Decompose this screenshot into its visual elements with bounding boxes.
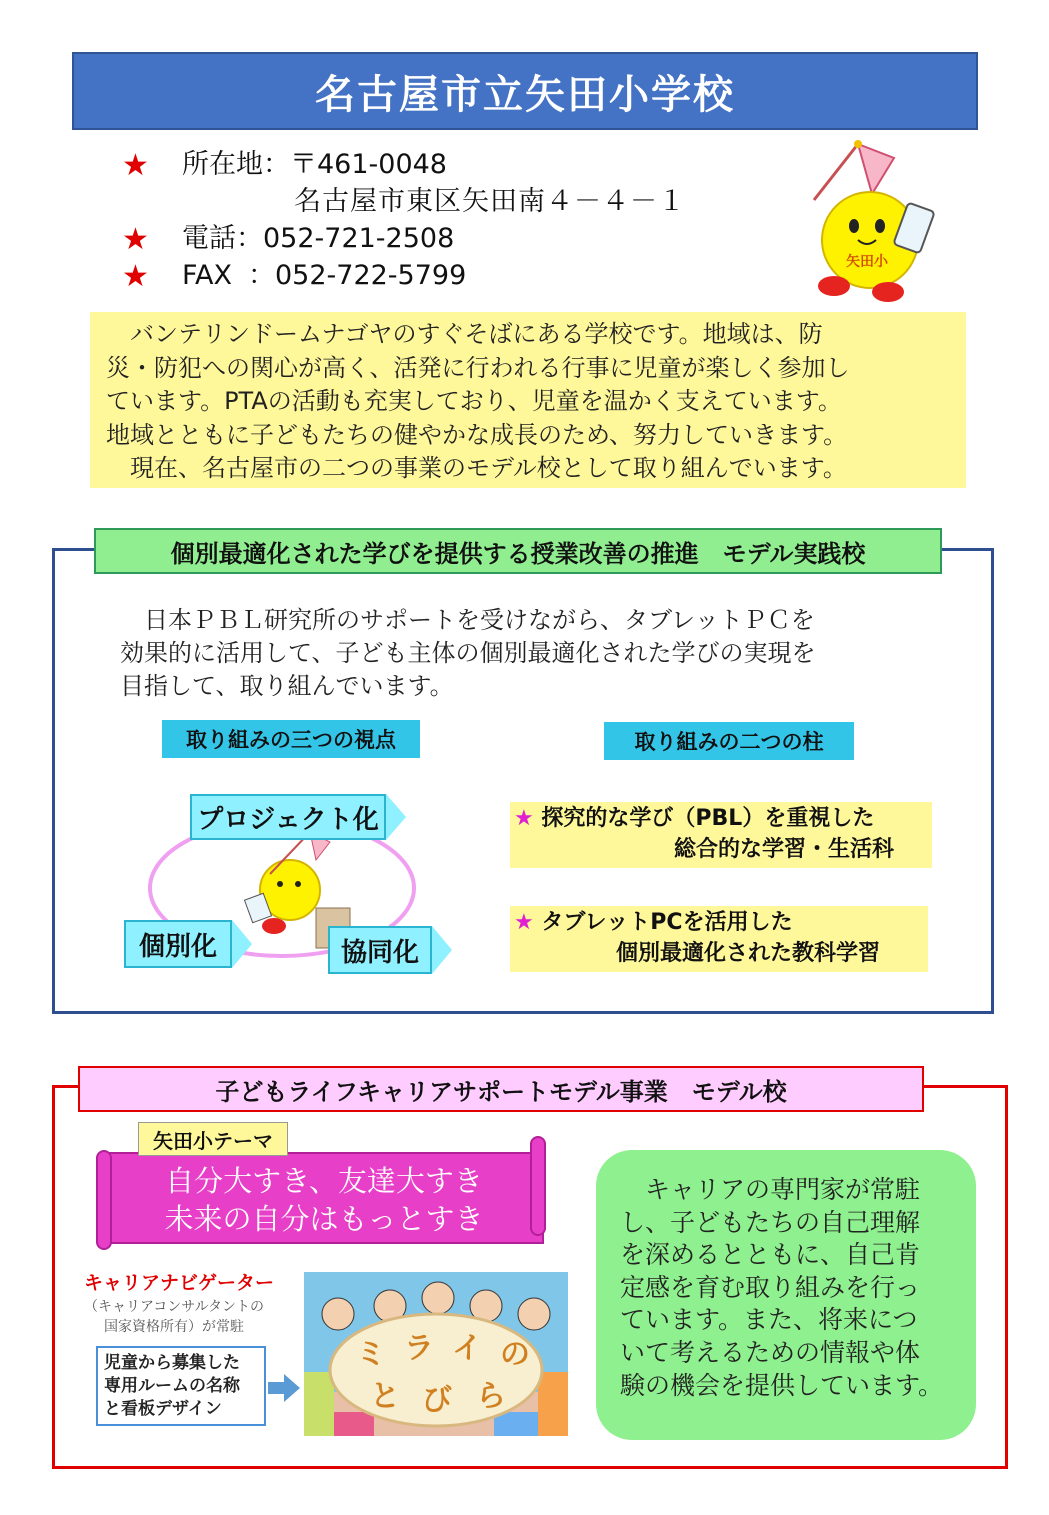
svg-text:ラ: ラ [404, 1331, 434, 1366]
section1-description [120, 604, 940, 703]
section1-title: 個別最適化された学びを提供する授業改善の推進 モデル実践校 [170, 539, 866, 568]
arrow-right-icon [268, 1374, 300, 1402]
viewpoint-individual-tag [124, 920, 232, 968]
room-name-line: と看板デザイン [104, 1399, 222, 1419]
fax-number: ：052-722-5799 [248, 260, 467, 291]
svg-text:ら: ら [476, 1379, 506, 1414]
arrow-right-icon [232, 920, 252, 968]
pillar-box [510, 802, 932, 868]
signboard-photo [304, 1272, 568, 1436]
phone-number: 電話：052-721-2508 [182, 223, 455, 254]
intro-line: 地域とともに子どもたちの健やかな成長のため、努力していきます。 [106, 420, 848, 449]
career-navigator-title: キャリアナビゲーター [84, 1272, 275, 1294]
viewpoints-label-text: 取り組みの三つの視点 [186, 728, 396, 752]
section1-desc-line: 日本ＰＢＬ研究所のサポートを受けながら、タブレットＰＣを [120, 606, 815, 634]
page-title-banner [72, 52, 978, 130]
intro-box [90, 312, 966, 488]
intro-line: ています。PTAの活動も充実しており、児童を温かく支えています。 [106, 387, 842, 416]
viewpoint-project-tag [190, 794, 386, 840]
career-line: 験の機会を提供しています。 [620, 1370, 944, 1400]
theme-tag [138, 1122, 288, 1156]
career-line: いて考えるための情報や体 [620, 1337, 921, 1367]
star-icon: ★ [122, 222, 149, 257]
pillar-box [510, 906, 928, 972]
star-icon: ★ [122, 259, 149, 294]
scroll-roll-right [530, 1136, 546, 1236]
pillars-label-text: 取り組みの二つの柱 [634, 730, 824, 754]
intro-line: バンテリンドームナゴヤのすぐそばにある学校です。地域は、防 [106, 320, 823, 348]
career-line: し、子どもたちの自己理解 [620, 1207, 921, 1237]
page-title: 名古屋市立矢田小学校 [315, 71, 735, 118]
theme-line: 未来の自分はもっとすき [164, 1202, 484, 1236]
viewpoints-label [162, 720, 420, 758]
section2-title: 子どもライフキャリアサポートモデル事業 モデル校 [215, 1077, 787, 1106]
viewpoint-label: プロジェクト化 [197, 804, 379, 835]
scroll-roll-left [96, 1150, 112, 1250]
arrow-right-icon [386, 794, 406, 840]
theme-line: 自分大すき、友達大すき [165, 1164, 483, 1198]
section2-header [78, 1066, 924, 1112]
star-icon: ★ [514, 806, 534, 831]
viewpoint-label: 個別化 [138, 931, 217, 962]
career-line: キャリアの専門家が常駐 [620, 1175, 921, 1204]
room-name-box [96, 1346, 266, 1426]
viewpoint-label: 協同化 [340, 937, 419, 968]
mascot-illustration [800, 136, 950, 306]
pillars-label [604, 722, 854, 760]
svg-text:の: の [500, 1337, 530, 1372]
pillar-line: 探究的な学び（PBL）を重視した [541, 806, 875, 831]
svg-text:イ: イ [452, 1331, 482, 1366]
career-line: ています。また、将来につ [620, 1305, 918, 1335]
theme-scroll-banner [104, 1152, 544, 1244]
section1-desc-line: 効果的に活用して、子ども主体の個別最適化された学びの実現を [120, 639, 816, 667]
address-line: 名古屋市東区矢田南４－４－１ [294, 186, 686, 217]
svg-text:ミ: ミ [356, 1337, 386, 1372]
section1-header [94, 528, 942, 574]
room-name-line: 専用ルームの名称 [104, 1376, 240, 1396]
viewpoint-collaborative-tag [328, 926, 432, 974]
room-name-line: 児童から募集した [104, 1353, 240, 1373]
pillar-line: タブレットPCを活用した [541, 910, 793, 935]
theme-tag-text: 矢田小テーマ [153, 1128, 273, 1153]
svg-text:び: び [422, 1383, 452, 1418]
mascot-label: 矢田小 [846, 254, 888, 270]
fax-label: FAX [182, 260, 233, 291]
svg-text:と: と [370, 1379, 400, 1414]
career-navigator-note: （キャリアコンサルタントの [84, 1299, 265, 1315]
career-description-box [596, 1150, 976, 1440]
star-icon: ★ [122, 148, 149, 183]
arrow-right-icon [432, 926, 452, 974]
intro-line: 現在、名古屋市の二つの事業のモデル校として取り組んでいます。 [106, 454, 847, 483]
section1-desc-line: 目指して、取り組んでいます。 [120, 672, 454, 700]
career-line: 定感を育む取り組みを行っ [620, 1272, 921, 1302]
intro-line: 災・防犯への関心が高く、活発に行われる行事に児童が楽しく参加し [106, 353, 850, 382]
career-line: を深めるとともに、自己肯 [620, 1240, 921, 1270]
pillar-line: 総合的な学習・生活科 [674, 837, 895, 862]
star-icon: ★ [514, 910, 534, 935]
pillar-line: 個別最適化された教科学習 [616, 941, 881, 966]
address-label: 所在地：〒461-0048 [182, 149, 447, 180]
career-navigator-note: 国家資格所有）が常駐 [104, 1319, 244, 1335]
